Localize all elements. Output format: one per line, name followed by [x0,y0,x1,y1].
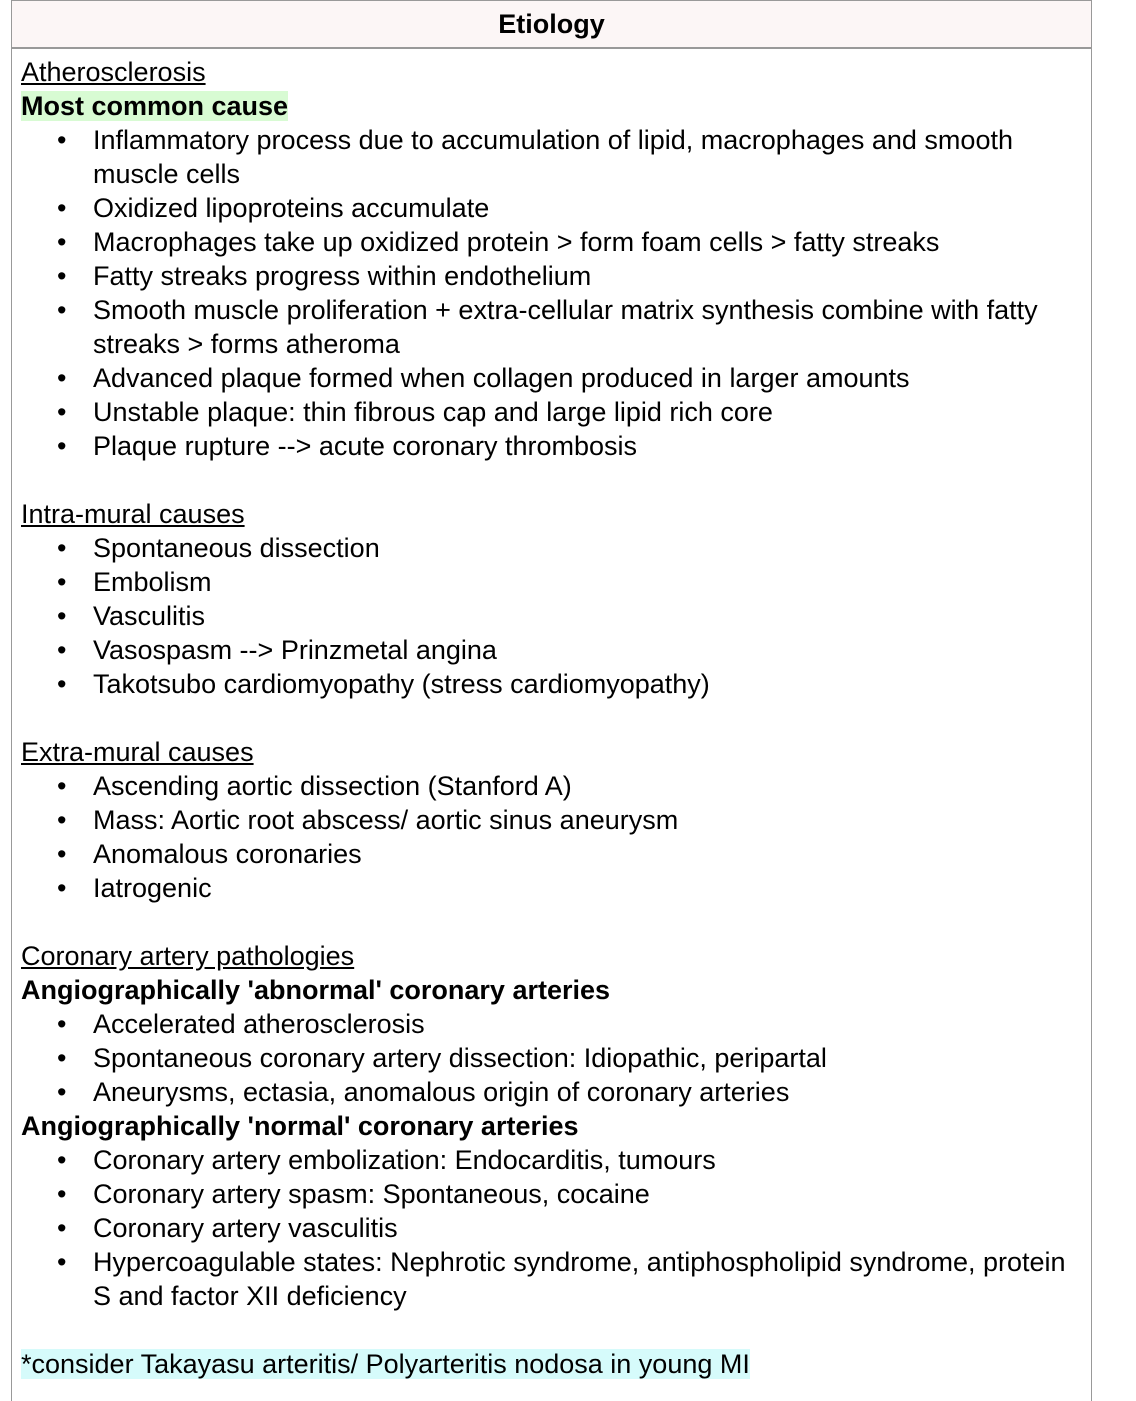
section-heading [21,735,1091,769]
section-heading-text: Intra-mural causes [21,499,245,529]
list-item: • Advanced plaque formed when collagen produced in larger amounts [21,361,1091,395]
spacer [21,1313,1091,1347]
list-item: • Spontaneous coronary artery dissection: Idiopathic, peripartal [21,1041,1091,1075]
section-heading-text: Extra-mural causes [21,737,254,767]
subgroup-title: Angiographically 'normal' coronary arteries [21,1111,579,1141]
section-heading-text: Coronary artery pathologies [21,941,355,971]
section-heading [21,497,1091,531]
list-item: • Inflammatory process due to accumulation of lipid, macrophages and smooth muscle cells [21,123,1091,191]
list-item: • Accelerated atherosclerosis [21,1007,1091,1041]
list-item: • Smooth muscle proliferation + extra-cellular matrix synthesis combine with fatty streaks > forms atheroma [21,293,1091,361]
list-item: • Spontaneous dissection [21,531,1091,565]
bullet-list [21,1143,1091,1313]
list-item: • Vasculitis [21,599,1091,633]
note-text: *consider Takayasu arteritis/ Polyarteritis nodosa in young MI [21,1349,750,1379]
bullet-list [21,1007,1091,1109]
section-heading-text: Atherosclerosis [21,57,206,87]
spacer [21,463,1091,497]
list-item: • Fatty streaks progress within endothelium [21,259,1091,293]
list-item: • Macrophages take up oxidized protein > form foam cells > fatty streaks [21,225,1091,259]
list-item: • Vasospasm --> Prinzmetal angina [21,633,1091,667]
list-item: • Takotsubo cardiomyopathy (stress cardiomyopathy) [21,667,1091,701]
list-item: • Coronary artery vasculitis [21,1211,1091,1245]
list-item: • Coronary artery embolization: Endocarditis, tumours [21,1143,1091,1177]
list-item: • Ascending aortic dissection (Stanford A) [21,769,1091,803]
list-item: • Unstable plaque: thin fibrous cap and large lipid rich core [21,395,1091,429]
list-item: • Coronary artery spasm: Spontaneous, cocaine [21,1177,1091,1211]
list-item: • Oxidized lipoproteins accumulate [21,191,1091,225]
spacer [21,905,1091,939]
list-item: • Plaque rupture --> acute coronary thrombosis [21,429,1091,463]
list-item: • Anomalous coronaries [21,837,1091,871]
highlight-text: Most common cause [21,91,289,121]
bullet-list [21,769,1091,905]
bullet-list [21,123,1091,463]
list-item: • Mass: Aortic root abscess/ aortic sinus aneurysm [21,803,1091,837]
spacer [21,701,1091,735]
note-line [21,1347,1091,1381]
list-item: • Hypercoagulable states: Nephrotic syndrome, antiphospholipid syndrome, protein S and factor XII deficiency [21,1245,1091,1313]
list-item: • Iatrogenic [21,871,1091,905]
table-body [12,49,1091,1381]
etiology-table [11,0,1092,1401]
section-heading [21,55,1091,89]
table-header: Etiology [12,1,1091,49]
highlight-line [21,89,1091,123]
section-heading [21,939,1091,973]
bullet-list [21,531,1091,701]
subgroup-title: Angiographically 'abnormal' coronary arteries [21,975,611,1005]
list-item: • Embolism [21,565,1091,599]
list-item: • Aneurysms, ectasia, anomalous origin of coronary arteries [21,1075,1091,1109]
